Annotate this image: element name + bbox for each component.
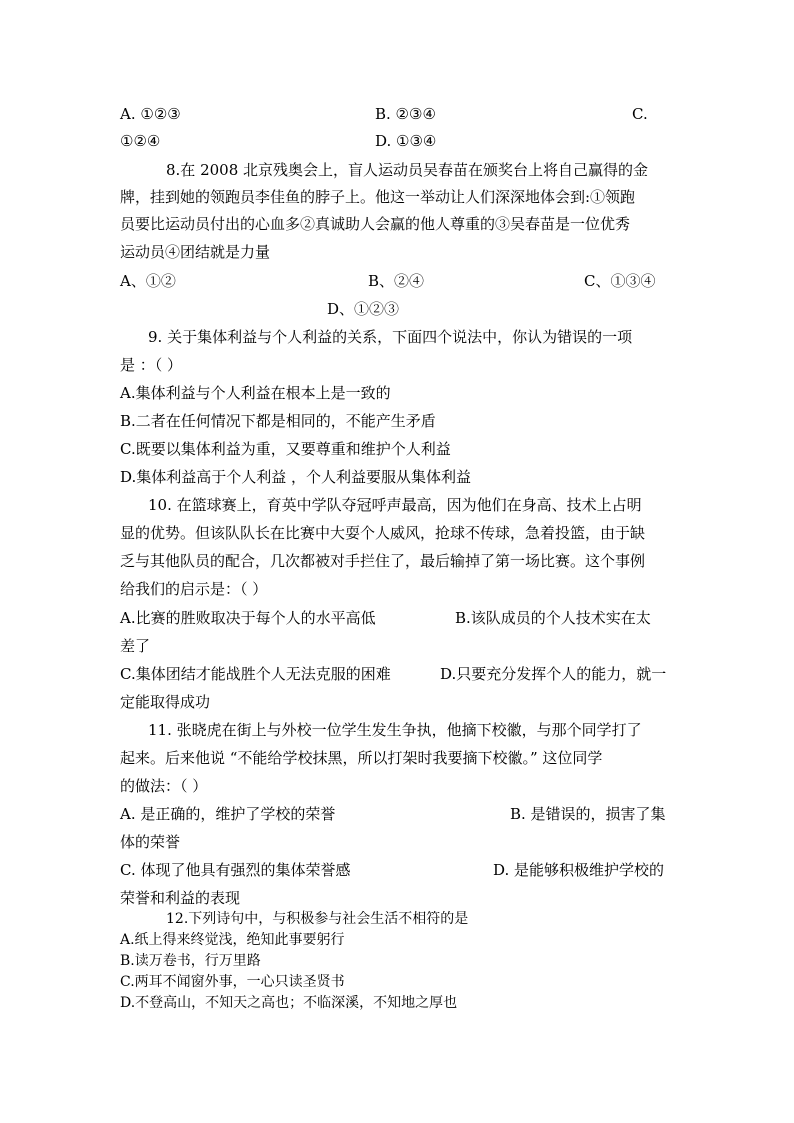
q8-option-a: A、①② — [120, 272, 176, 290]
q12-option-b: B.读万卷书，行万里路 — [120, 953, 261, 969]
q11-option-d-cont: 荣誉和利益的表现 — [120, 889, 241, 907]
q9-option-a: A.集体利益与个人利益在根本上是一致的 — [120, 384, 391, 402]
q9-stem-line-1: 9. 关于集体利益与个人利益的关系，下面四个说法中，你认为错误的一项 — [148, 328, 633, 346]
q10-stem-line-1: 10. 在篮球赛上，育英中学队夺冠呼声最高，因为他们在身高、技术上占明 — [148, 496, 642, 514]
q7-option-b: B. ②③④ — [375, 105, 436, 123]
q9-option-c: C.既要以集体利益为重，又要尊重和维护个人利益 — [120, 440, 451, 458]
q11-stem-line-2: 起来。后来他说 “不能给学校抹黑，所以打架时我要摘下校徽。” 这位同学 — [120, 749, 603, 767]
q8-option-d: D、①②③ — [327, 300, 400, 318]
q7-option-d: D. ①③④ — [375, 132, 437, 150]
q10-stem-line-3: 乏与其他队员的配合，几次都被对手拦住了，最后输掉了第一场比赛。这个事例 — [120, 552, 646, 570]
q11-stem-line-1: 11. 张晓虎在街上与外校一位学生发生争执，他摘下校徽，与那个同学打了 — [148, 721, 642, 739]
q10-stem-line-4: 给我们的启示是：（ ） — [120, 580, 268, 598]
q11-option-c: C. 体现了他具有强烈的集体荣誉感 — [120, 861, 351, 879]
q12-option-d: D.不登高山，不知天之高也；不临深溪，不知地之厚也 — [120, 995, 458, 1011]
q12-option-a: A.纸上得来终觉浅，绝知此事要躬行 — [120, 932, 345, 948]
q8-option-b: B、②④ — [368, 272, 425, 290]
q11-option-b: B. 是错误的，损害了集 — [510, 805, 666, 823]
q11-option-b-cont: 体的荣誉 — [120, 833, 181, 851]
q8-stem-line-4: 运动员④团结就是力量 — [120, 243, 271, 261]
q11-stem-line-3: 的做法：（ ） — [120, 777, 208, 795]
q8-option-c: C、①③④ — [584, 272, 656, 290]
q12-stem: 12.下列诗句中，与积极参与社会生活不相符的是 — [166, 911, 469, 927]
q7-option-c: C. — [632, 105, 648, 123]
q10-option-b-cont: 差了 — [120, 637, 151, 655]
q10-option-a: A.比赛的胜败取决于每个人的水平高低 — [120, 609, 376, 627]
q8-stem-line-3: 员要比运动员付出的心血多②真诚助人会赢的他人尊重的③吴春苗是一位优秀 — [120, 215, 631, 233]
q9-option-d: D.集体利益高于个人利益 ，个人利益要服从集体利益 — [120, 468, 472, 486]
q12-option-c: C.两耳不闻窗外事，一心只读圣贤书 — [120, 974, 345, 990]
q8-stem-line-2: 牌，挂到她的领跑员李佳鱼的脖子上。他这一举动让人们深深地体会到:①领跑 — [120, 188, 636, 206]
q10-option-d: D.只要充分发挥个人的能力，就一 — [440, 665, 667, 683]
q11-option-d: D. 是能够积极维护学校的 — [493, 861, 665, 879]
q10-stem-line-2: 显的优势。但该队队长在比赛中大耍个人威风，抢球不传球，急着投篮，由于缺 — [120, 524, 646, 542]
q7-option-a: A. ①②③ — [120, 105, 181, 123]
q9-stem-line-2: 是 ：（ ） — [120, 356, 183, 374]
q10-option-c: C.集体团结才能战胜个人无法克服的困难 — [120, 665, 391, 683]
q10-option-b: B.该队成员的个人技术实在太 — [455, 609, 651, 627]
q11-option-a: A. 是正确的，维护了学校的荣誉 — [120, 805, 336, 823]
q9-option-b: B.二者在任何情况下都是相同的，不能产生矛盾 — [120, 412, 436, 430]
q8-stem-line-1: 8.在 2008 北京残奥会上，盲人运动员吴春苗在颁奖台上将自己赢得的金 — [166, 161, 649, 179]
q10-option-d-cont: 定能取得成功 — [120, 693, 211, 711]
q7-option-c-cont: ①②④ — [120, 132, 161, 150]
